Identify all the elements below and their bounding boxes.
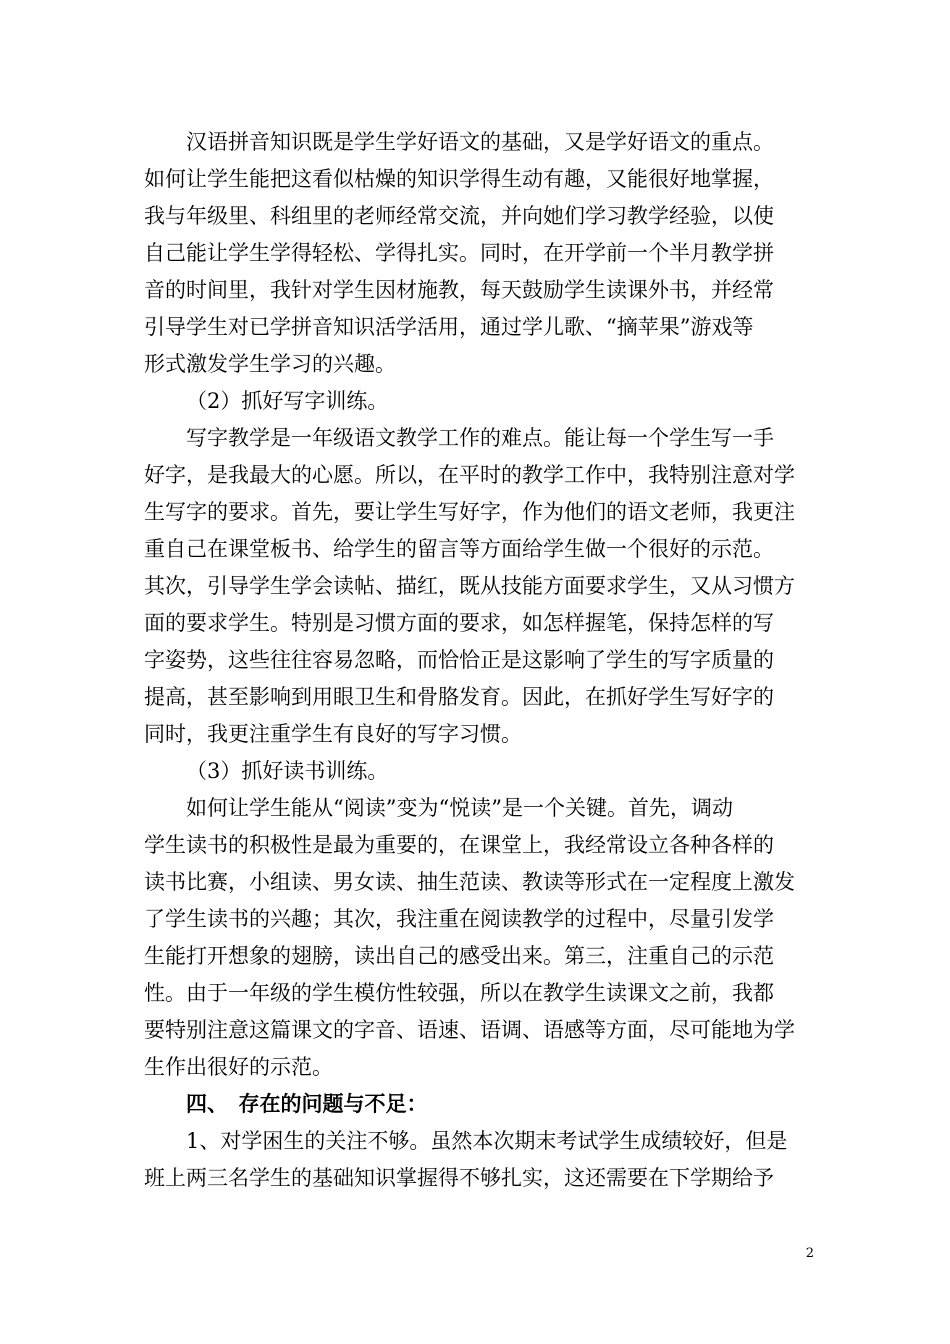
paragraph-line: 字姿势，这些往往容易忽略，而恰恰正是这影响了学生的写字质量的 bbox=[144, 648, 774, 672]
paragraph-line: 1、对学困生的关注不够。虽然本次期末考试学生成绩较好，但是 bbox=[186, 1129, 788, 1153]
paragraph-line: 形式激发学生学习的兴趣。 bbox=[144, 352, 396, 376]
paragraph-line: 生作出很好的示范。 bbox=[144, 1055, 333, 1079]
paragraph-line: 生能打开想象的翅膀，读出自己的感受出来。第三，注重自己的示范 bbox=[144, 944, 774, 968]
paragraph-line: 引导学生对已学拼音知识活学活用，通过学儿歌、“摘苹果”游戏等 bbox=[144, 315, 754, 339]
paragraph-line: 如何让学生能把这看似枯燥的知识学得生动有趣，又能很好地掌握， bbox=[144, 167, 774, 191]
paragraph-line: 学生读书的积极性是最为重要的，在课堂上，我经常设立各种各样的 bbox=[144, 833, 774, 857]
paragraph-line: 我与年级里、科组里的老师经常交流，并向她们学习教学经验，以使 bbox=[144, 204, 774, 228]
paragraph-line: 班上两三名学生的基础知识掌握得不够扎实，这还需要在下学期给予 bbox=[144, 1166, 774, 1190]
paragraph-line: 要特别注意这篇课文的字音、语速、语调、语感等方面，尽可能地为学 bbox=[144, 1018, 795, 1042]
paragraph-line: 同时，我更注重学生有良好的写字习惯。 bbox=[144, 722, 522, 746]
paragraph-line: 了学生读书的兴趣；其次，我注重在阅读教学的过程中，尽量引发学 bbox=[144, 907, 774, 931]
paragraph-line: 自己能让学生学得轻松、学得扎实。同时，在开学前一个半月教学拼 bbox=[144, 241, 774, 265]
paragraph-line: 好字，是我最大的心愿。所以，在平时的教学工作中，我特别注意对学 bbox=[144, 463, 795, 487]
paragraph-line: 面的要求学生。特别是习惯方面的要求，如怎样握笔，保持怎样的写 bbox=[144, 611, 774, 635]
paragraph-line: 汉语拼音知识既是学生学好语文的基础，又是学好语文的重点。 bbox=[186, 130, 774, 154]
paragraph-line: 读书比赛，小组读、男女读、抽生范读、教读等形式在一定程度上激发 bbox=[144, 870, 795, 894]
paragraph-line: 提高，甚至影响到用眼卫生和骨胳发育。因此，在抓好学生写好字的 bbox=[144, 685, 774, 709]
paragraph-line: 其次，引导学生学会读帖、描红，既从技能方面要求学生，又从习惯方 bbox=[144, 574, 795, 598]
page-number: 2 bbox=[805, 1246, 814, 1261]
section-subheading: （3）抓好读书训练。 bbox=[186, 759, 389, 783]
paragraph-line: 性。由于一年级的学生模仿性较强，所以在教学生读课文之前，我都 bbox=[144, 981, 774, 1005]
paragraph-line: 重自己在课堂板书、给学生的留言等方面给学生做一个很好的示范。 bbox=[144, 537, 774, 561]
paragraph-line: 如何让学生能从“阅读”变为“悦读”是一个关键。首先，调动 bbox=[186, 796, 733, 820]
paragraph-line: 音的时间里，我针对学生因材施教，每天鼓励学生读课外书，并经常 bbox=[144, 278, 774, 302]
paragraph-line: 生写字的要求。首先，要让学生写好字，作为他们的语文老师，我更注 bbox=[144, 500, 795, 524]
section-heading: 四、 存在的问题与不足： bbox=[186, 1091, 428, 1116]
paragraph-line: 写字教学是一年级语文教学工作的难点。能让每一个学生写一手 bbox=[186, 426, 774, 450]
section-subheading: （2）抓好写字训练。 bbox=[186, 389, 389, 413]
